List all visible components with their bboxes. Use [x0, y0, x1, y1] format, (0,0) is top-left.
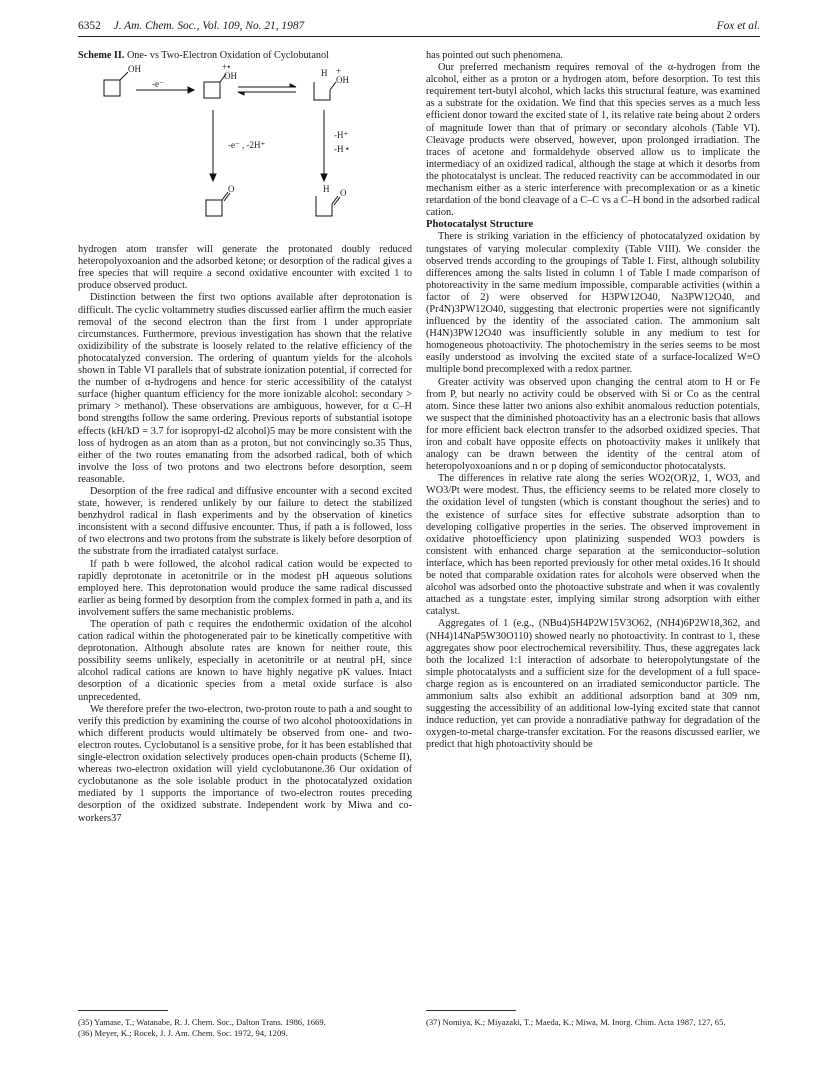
right-paragraph-2: Our preferred mechanism requires removal of the α-hydrogen from the alcohol, either as a proton or a hydrogen atom, before desorption. To test this requirement tert-butyl alcohol, which lacks this structural feature, was examined as a substrate for the oxidation. We find that this species serves as a much less efficient donor toward the excited state of 1, its relative rate being about 2 orders of magnitude lower than that of primary or secondary alcohols (Table VI). Cleavage products were observed, however, upon prolonged irradiation. The traces of acetone and formaldehyde observed allow us to implicate the intermediacy of an oxidized radical, although the stage at which it desorbs from the photocatalyst is unclear. The reduced reactivity can be accommodated in our mechanism either as a steric interference with precomplexation or as a kinetic retardation of the bond cleavage of a C–C vs a C–H bond in the adsorbed radical cation. [426, 62, 760, 219]
label-deprot-hatom: -H • [334, 144, 349, 155]
oh-bond [120, 72, 128, 80]
left-column [78, 50, 412, 825]
left-paragraph-1: hydrogen atom transfer will generate the protonated doubly reduced heteropolyoxoanion and the adsorbed ketone; or desorption of the radical gives a free species that will require a second oxidative encounter with excited 1 to produce observed product. [78, 244, 412, 292]
open-chain-cation [314, 82, 330, 100]
cyclobutanol-ring [104, 80, 120, 96]
label-open-oh: OH [336, 75, 349, 86]
section-heading: Photocatalyst Structure [426, 219, 534, 231]
footnote-36: (36) Meyer, K.; Rocek, J. J. Am. Chem. Soc. 1972, 94, 1209. [78, 1027, 288, 1038]
header-rule [78, 36, 760, 37]
label-ketone-o: O [228, 184, 235, 195]
left-paragraph-4: If path b were followed, the alcohol radical cation would be expected to rapidly deprotonate in acetonitrile or in the modest pH aqueous solutions employed here. This deprotonation would produce the same radical discussed earlier as being formed by desorption from the complex formed in path a, and its involvement suffers the same mechanistic problems. [78, 558, 412, 618]
label-aldehyde-o: O [340, 188, 347, 199]
right-paragraph-1: has pointed out such phenomena. [426, 50, 563, 61]
footnotes-right [426, 1017, 760, 1028]
label-two-electron-path: -e⁻ , -2H⁺ [228, 140, 266, 151]
label-radical-oh: OH [224, 71, 237, 82]
footnote-37: (37) Nomiya, K.; Miyazaki, T.; Maeda, K.; Miwa, M. Inorg. Chim. Acta 1987, 127, 65. [426, 1017, 726, 1027]
left-paragraph-5: The operation of path c requires the endothermic oxidation of the alcohol cation radical within the photogenerated pair to be kinetically competitive with deprotonation. Although absolute rates are known for neither route, this possibility seems unlikely, especially in acetonitrile or at neutral pH, since alcohol radical cations are known to have highly negative pK values. Intact desorption of a dicationic species from a metal oxide surface is also unprecedented. [78, 619, 412, 703]
radical-cation-ring [204, 82, 220, 98]
label-step1: -e⁻ [152, 79, 164, 90]
right-paragraph-6: Aggregates of 1 (e.g., (NBu4)5H4P2W15V3O62, (NH4)6P2W18,362, and (NH4)14NaP5W30O110) showed nearly no photoactivity. In contrast to 1, these aggregates show poor electrochemical reversibility. Thus, these aggregates lack both the localized 1:1 interaction of adsorbate to heteropolytungstate of the simple photocatalysts and a sufficient size for the development of a full space-charge region as is encountered on an irradiated semiconductor particle. The ammonium salts also exhibit an additional adsorption band at 309 nm, suggesting the accessibility of an additional low-lying excited state that cannot induce reduction, yet can provide a nonradiative pathway for degradation of the oxygen-to-metal charge-transfer excitation. For the reasons discussed earlier, we predict that high photoactivity should be [426, 618, 760, 751]
footnotes-left [78, 1017, 412, 1038]
label-oh: OH [128, 64, 141, 75]
right-paragraph-4: Greater activity was observed upon changing the central atom to H or Fe from P, but nearly no activity could be observed with Si or Co as the central atom. Since these latter two anions also exhibit anomalous reduction potentials, we suspect that the diminished photoactivity has an a electronic basis that allows for more efficient back electron transfer to the adsorbed oxidized species. That iron and cobalt have opposite effects on photoactivity makes it unlikely that analogy can be drawn between the identity of the central atom of heteropolyoxoanions and n or p doping of semiconductor photocatalysts. [426, 376, 760, 473]
label-open-plus: + [336, 66, 342, 77]
cyclobutanone-ring [206, 200, 222, 216]
footnote-35: (35) Yamase, T.; Watanabe, R. J. Chem. Soc., Dalton Trans. 1986, 1669. [78, 1017, 326, 1027]
page-number: 6352 [78, 20, 101, 32]
footnote-rule-right [426, 1010, 516, 1011]
left-paragraph-6: We therefore prefer the two-electron, two-proton route to path a and sought to verify this prediction by examining the course of two alcohol photooxidations in which different products would ultimately be observed from one- and two-electron routes. Cyclobutanol is a sensitive probe, for it has been established that single-electron oxidation selectively produces open-chain products (Scheme II), whereas two-electron oxidation will yield cyclobutanone.36 Our oxidation of cyclobutanone as the sole isolable product in the photocatalyzed oxidation mediated by 1 supports the importance of two-electron routes preceding desorption of the oxidized substrate. Independent work by Miwa and co-workers37 [78, 703, 412, 824]
right-paragraph-3: There is striking variation in the efficiency of photocatalyzed oxidation by tungstates of varying molecular complexity (Table VIII). We consider the observed trends according to the groupings of Table I. First, although solubility differences among the salts listed in column 1 of Table I made comparison of photoreactivity in the same medium impossible, comparable activities (within a factor of 2) were observed for H3PW12O40, Na3PW12O40, and (Pr4N)3PW12O40, suggesting that electronic properties were not significantly influenced by the identity of the associated cation. The ammonium salt (H4N)3PW12O40 was insufficiently soluble in any medium to test for homogeneous photoactivity. The photochemistry in the series seems to be most easily understood as involving the excited state of a surface-localized W≡O multiple bond precomplexed with a redox partner. [426, 231, 760, 376]
label-radical-cation: +• [222, 62, 231, 73]
journal-citation: J. Am. Chem. Soc., Vol. 109, No. 21, 1987 [113, 20, 305, 32]
scheme-diagram [78, 62, 412, 234]
running-head [78, 18, 760, 34]
scheme-caption: One- vs Two-Electron Oxidation of Cyclobutanol [126, 50, 329, 61]
label-open-h: H [321, 68, 328, 79]
right-paragraph-5: The differences in relative rate along the series WO2(OR)2, 1, WO3, and WO3/Pt were modest. Thus, the efficiency seems to be related more closely to the oxidation level of tungsten (which is constant thoughout the series) and to the existence of surface sites for effective substrate adsorption than to developing colligative properties in the series. The observed improvement in oxidative photoefficiency upon platinizing suspended WO3 powders is consistent with enhanced charge separation at the semiconductor–solution interface, which has been reported previously for other metal oxides.16 It should be noted that comparable oxidation rates for alcohols were observed when the alcohol was adsorbed onto the photoactive substrate and when it was covalently attached as a tungstate ester, implying similar strong adsorption with either catalyst. [426, 473, 760, 618]
right-column [426, 50, 760, 751]
open-chain-aldehyde [316, 196, 332, 216]
left-paragraph-2: Distinction between the first two options available after deprotonation is difficult. The cyclic voltammetry studies discussed earlier affirm the much easier removal of the second electron than the first from 1 under appropriate circumstances. Furthermore, previous investigation has shown that the relative oxidizibility of the substrate is loosely related to the relative efficiency of the photocatalyzed conversion. The ordering of quantum yields for the alcohols shown in Table VI parallels that of substrate ionization potential, if corrected for the number of α-hydrogens and hence for steric accessibility of the catalyst surface (higher quantum efficiency for the more ionizable alcohol: secondary > primary > methanol). These observations are ambiguous, however, for α C–H bond strengths follow the same ordering. Previous reports of substantial isotope effects (kH/kD = 3.7 for isopropyl-d2 alcohol)5 may be more consistent with the loss of hydrogen as an atom than as a proton, but not convincingly so.35 Thus, either of the two routes emanating from the adsorbed radical, both of which involve the loss of two protons and two electrons before desorption, seem reasonable. [78, 292, 412, 485]
label-aldehyde-h: H [323, 184, 330, 195]
running-authors: Fox et al. [716, 20, 760, 32]
label-deprot-proton: -H⁺ [334, 130, 349, 141]
scheme-number: Scheme II. [78, 50, 125, 61]
scheme-title [78, 50, 412, 62]
footnote-rule-left [78, 1010, 168, 1011]
left-paragraph-3: Desorption of the free radical and diffusive encounter with a second excited state, however, is rendered unlikely by our failure to detect the stabilized benzhydrol radical in flash experiments and by the observation of kinetics inconsistent with a second diffusive encounter. Thus, if path a is followed, loss of two electrons and two protons from the substrate is likely before desorption of the substrate from the irradiated catalyst surface. [78, 485, 412, 558]
